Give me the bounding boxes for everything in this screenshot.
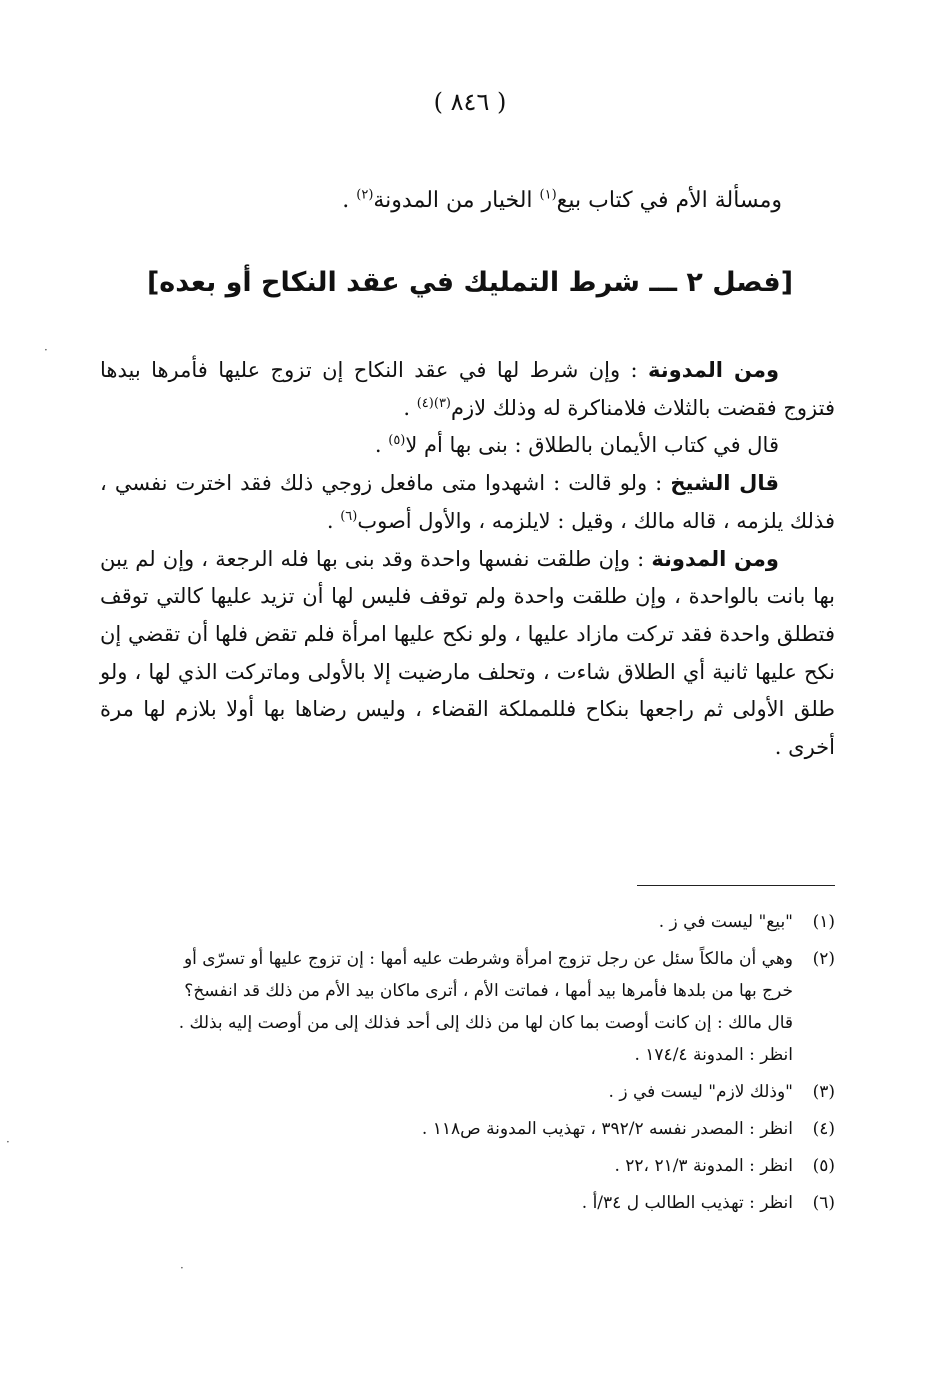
- footnotes: [105, 906, 835, 1224]
- footnote-text: [105, 943, 793, 1071]
- footnote-ref: (٥): [388, 433, 406, 449]
- footnote-line: وهي أن مالكاً سئل عن رجل تزوج امرأة وشرطت عليه أمها : إن تزوج عليها أو تسرّى أو: [183, 949, 793, 969]
- scan-speck: ·: [180, 1261, 184, 1275]
- footnote-ref: (٤): [416, 395, 434, 411]
- footnote-divider: [637, 885, 835, 886]
- footnote: [105, 1150, 835, 1182]
- paragraph-text: : ولو قالت : اشهدوا متى مافعل زوجي ذلك فقد اخترت نفسي ، فذلك يلزمه ، قاله مالك ، وقيل : لايلزمه ، والأول أصوب: [100, 471, 835, 533]
- intro-text: .: [342, 188, 357, 213]
- footnote-number: (٤): [812, 1119, 835, 1139]
- footnote-text: [105, 1187, 793, 1219]
- footnote-ref: (٣): [433, 395, 451, 411]
- footnote-ref: (٦): [340, 508, 358, 524]
- footnote-line: قال مالك : إن كانت أوصت بما كان لها من ذلك إلى أحد فذلك إلى من أوصت إليه بذلك .: [178, 1013, 793, 1033]
- paragraph: [100, 465, 835, 540]
- paragraph-lead: ومن المدونة: [651, 546, 779, 571]
- paragraph-text: : وإن طلقت نفسها واحدة وقد بنى بها فله الرجعة ، وإن لم يبن بها بانت بالواحدة ، وإن طلقت واحدة ولم توقف فليس لها أن تزيد عليها كالتي توقف فتطلق واحدة فقد تركت مازاد عليها ، ولو نكح عليها امرأة فلم تقض فلها أن تقضي إن نكح عليها ثانية أي الطلاق شاءت ، وتحلف مارضيت إلا بالأولى وماتركت الذي لها ، ولو طلق الأولى ثم راجعها بنكاح فللمملكة القضاء ، وليس رضاها بها أولا بلازم لها مرة أخرى .: [100, 546, 835, 760]
- paragraph-end: .: [374, 433, 389, 458]
- page-number: ( ٨٤٦ ): [433, 88, 507, 116]
- footnote: [105, 943, 835, 1071]
- footnote-ref: (٢): [356, 187, 374, 203]
- paragraph-lead: قال الشيخ: [670, 471, 780, 496]
- footnote: [105, 1187, 835, 1219]
- footnote-text: [105, 1076, 793, 1108]
- paragraph-text: قال في كتاب الأيمان بالطلاق : بنى بها أم لا: [405, 433, 779, 458]
- footnote-line: انظر : المصدر نفسه ٣٩٢/٢ ، تهذيب المدونة ص١١٨ .: [421, 1119, 793, 1139]
- footnote-number: (٢): [812, 949, 835, 969]
- intro-text: ومسألة الأم في كتاب بيع: [556, 188, 782, 213]
- footnote-number: (٣): [812, 1082, 835, 1102]
- scan-speck: ·: [44, 343, 48, 357]
- footnote-number: (٥): [812, 1156, 835, 1176]
- footnote-number: (١): [812, 912, 835, 932]
- footnote: [105, 1113, 835, 1145]
- paragraph-end: .: [403, 395, 417, 420]
- footnote-line: "بيع" ليست في ز .: [658, 912, 793, 932]
- footnote-text: [105, 1113, 793, 1145]
- paragraph-text: : وإن شرط لها في عقد النكاح إن تزوج عليها فأمرها بيدها فتزوج فقضت بالثلاث فلامناكرة له وذلك لازم: [100, 358, 835, 420]
- footnote: [105, 1076, 835, 1108]
- footnote-text: [105, 906, 793, 938]
- footnote-text: [105, 1150, 793, 1182]
- body-text: [100, 352, 835, 767]
- paragraph-end: .: [326, 508, 341, 533]
- paragraph: [100, 352, 835, 427]
- intro-text: الخيار من المدونة: [373, 188, 540, 213]
- paragraph: [100, 427, 835, 465]
- footnote-line: انظر : المدونة ١٧٤/٤ .: [634, 1045, 793, 1065]
- section-heading: [فصل ٢ ـــ شرط التمليك في عقد النكاح أو بعده]: [146, 267, 794, 298]
- footnote-ref: (١): [539, 187, 557, 203]
- footnote-line: انظر : تهذيب الطالب ل ٣٤/أ .: [581, 1193, 793, 1213]
- paragraph: [100, 541, 835, 767]
- footnote: [105, 906, 835, 938]
- footnote-line: انظر : المدونة ٢١/٣ ،٢٢ .: [614, 1156, 793, 1176]
- footnote-number: (٦): [812, 1193, 835, 1213]
- paragraph-lead: ومن المدونة: [648, 358, 779, 382]
- intro-line: [142, 184, 782, 218]
- footnote-line: "وذلك لازم" ليست في ز .: [608, 1082, 793, 1102]
- scan-speck: ·: [6, 1135, 10, 1149]
- footnote-line: خرج بها من بلدها فأمرها بيد أمها ، فماتت الأم ، أترى ماكان بيد الأم من ذلك قد انفسخ؟: [184, 981, 793, 1001]
